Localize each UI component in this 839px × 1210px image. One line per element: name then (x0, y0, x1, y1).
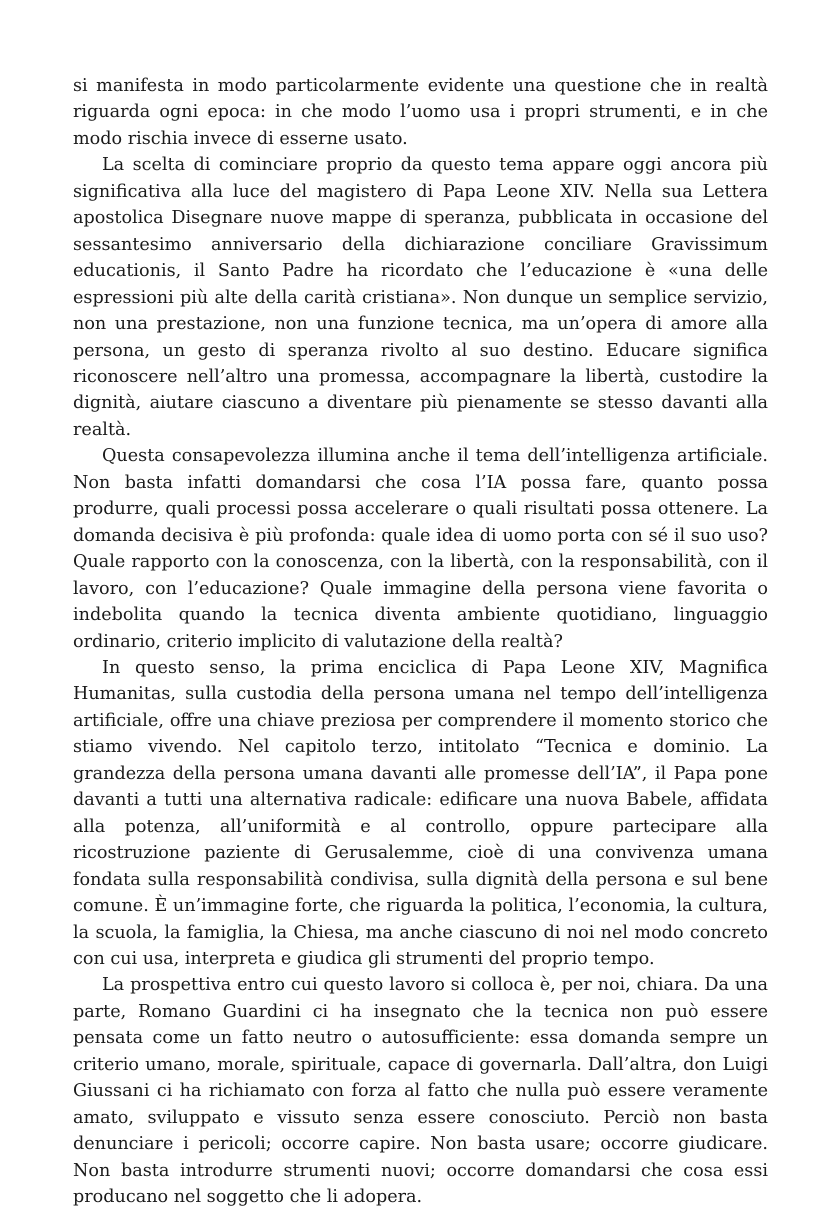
paragraph-intelligenza-artificiale: Questa consapevolezza illumina anche il tema dell’intelligenza artificiale. Non basta infatti domandarsi che cosa l’IA possa fare, quanto possa produrre, quali processi possa accelerare o quali risultati possa ottenere. La domanda decisiva è più profonda: quale idea di uomo porta con sé il suo uso? Quale rapporto con la conoscenza, con la libertà, con la responsabilità, con il lavoro, con l’educazione? Quale immagine della persona viene favorita o indebolita quando la tecnica diventa ambiente quotidiano, linguaggio ordinario, criterio implicito di valutazione della realtà? (73, 446, 768, 652)
paragraph-magistero: La scelta di cominciare proprio da questo tema appare oggi ancora più significativa alla luce del magistero di Papa Leone XIV. Nella sua Lettera apostolica Disegnare nuove mappe di speranza, pubblicata in occasione del sessantesimo anniversario della dichiarazione conciliare Gravissimum educationis, il Santo Padre ha ricordato che l’educazione è «una delle espressioni più alte della carità cristiana». Non dunque un semplice servizio, non una prestazione, non una funzione tecnica, ma un’opera di amore alla persona, un gesto di speranza rivolto al suo destino. Educare significa riconoscere nell’altro una promessa, accompagnare la libertà, custodire la dignità, aiutare ciascuno a diventare più pienamente se stesso davanti alla realtà. (73, 155, 768, 440)
page-body (73, 73, 768, 1210)
paragraph-continuation: si manifesta in modo particolarmente evidente una questione che in realtà riguarda ogni epoca: in che modo l’uomo usa i propri strumenti, e in che modo rischia invece di esserne usato. (73, 76, 768, 149)
paragraph-enciclica: In questo senso, la prima enciclica di Papa Leone XIV, Magnifica Humanitas, sulla custodia della persona umana nel tempo dell’intelligenza artificiale, offre una chiave preziosa per comprendere il momento storico che stiamo vivendo. Nel capitolo terzo, intitolato “Tecnica e dominio. La grandezza della persona umana davanti alle promesse dell’IA”, il Papa pone davanti a tutti una alternativa radicale: edificare una nuova Babele, affidata alla potenza, all’uniformità e al controllo, oppure partecipare alla ricostruzione paziente di Gerusalemme, cioè di una convivenza umana fondata sulla responsabilità condivisa, sulla dignità della persona e sul bene comune. È un’immagine forte, che riguarda la politica, l’economia, la cultura, la scuola, la famiglia, la Chiesa, ma anche ciascuno di noi nel modo concreto con cui usa, interpreta e giudica gli strumenti del proprio tempo. (73, 657, 768, 969)
paragraph-prospettiva: La prospettiva entro cui questo lavoro si colloca è, per noi, chiara. Da una parte, Romano Guardini ci ha insegnato che la tecnica non può essere pensata come un fatto neutro o autosufficiente: essa domanda sempre un criterio umano, morale, spirituale, capace di governarla. Dall’altra, don Luigi Giussani ci ha richiamato con forza al fatto che nulla può essere veramente amato, sviluppato e vissuto senza essere conosciuto. Perciò non basta denunciare i pericoli; occorre capire. Non basta usare; occorre giudicare. Non basta introdurre strumenti nuovi; occorre domandarsi che cosa essi producano nel soggetto che li adopera. (73, 975, 768, 1208)
